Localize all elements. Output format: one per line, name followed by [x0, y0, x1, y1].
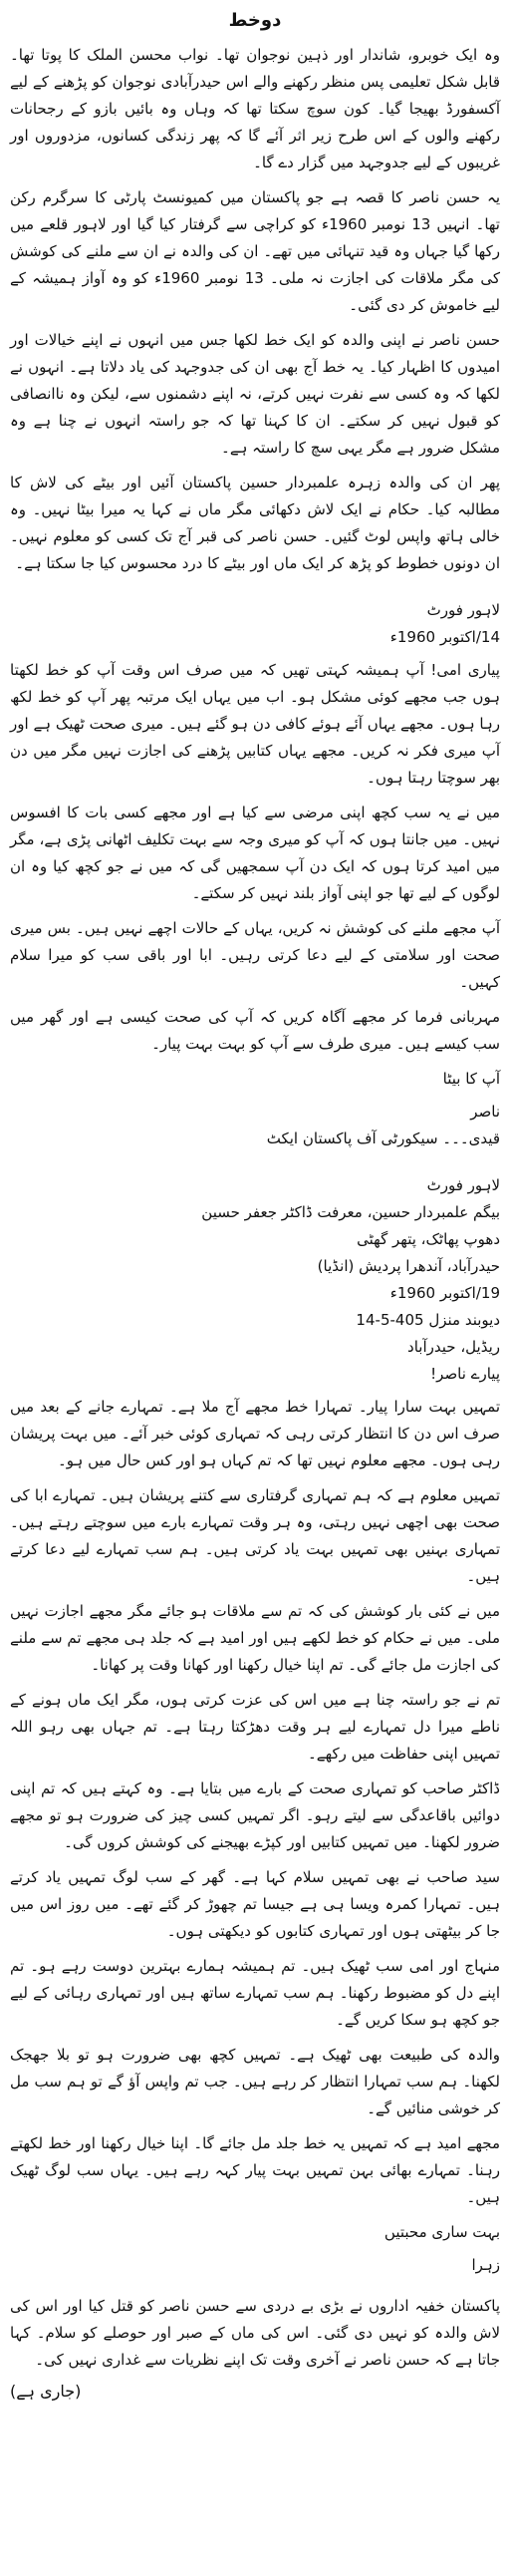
- letter-two-reference: دیوبند منزل 405-5-14: [356, 1311, 500, 1329]
- letter-two-salutation: پیارے ناصر!: [430, 1365, 500, 1383]
- letter-one-place: لاہور فورٹ: [426, 601, 500, 619]
- letter-two-paragraph: ڈاکٹر صاحب کو تمہاری صحت کے بارے میں بتایا ہے۔ وہ کہتے ہیں کہ تم اپنی دوائیں باقاعدگی سے لیتے رہو۔ اگر تمہیں کسی چیز کی ضرورت ہو تو مجھے ضرور لکھنا۔ میں تمہیں کتابیں اور کپڑے بھیجنے کی کوشش کروں گی۔: [10, 1779, 500, 1851]
- footer-paragraph: پاکستان خفیہ اداروں نے بڑی بے دردی سے حسن ناصر کو قتل کیا اور اس کی لاش والدہ کو نہیں دی گئی۔ اس کی ماں کے صبر اور حوصلے کو سلام۔ کہا جاتا ہے کہ حسن ناصر نے آخری وقت تک اپنے نظریات سے غداری نہیں کی۔: [10, 2297, 500, 2369]
- letter-two-reference: ریڈیل، حیدرآباد: [407, 1338, 500, 1356]
- letter-one: [10, 597, 500, 1152]
- letter-two-address-line: بیگم علمبردار حسین، معرفت ڈاکٹر جعفر حسین: [201, 1203, 500, 1221]
- intro-paragraph: وہ ایک خوبرو، شاندار اور ذہین نوجوان تھا۔ نواب محسن الملک کا پوتا تھا۔ قابل شکل تعلیمی پس منظر رکھنے والے اس حیدرآبادی نوجوان کو پڑھنے کے لیے آکسفورڈ بھیجا گیا۔ کون سوچ سکتا تھا کہ وہاں وہ بائیں بازو کے رجحانات رکھنے والوں کے اس طرح زیر اثر آئے گا کہ پھر زندگی کسانوں، مزدوروں اور غریبوں کے لیے جدوجہد میں گزار دے گا۔: [10, 46, 500, 171]
- letter-one-postscript: قیدی۔۔۔ سیکورٹی آف پاکستان ایکٹ: [266, 1129, 500, 1147]
- letter-two-paragraph: تم نے جو راستہ چنا ہے میں اس کی عزت کرتی ہوں، مگر ایک ماں ہونے کے ناطے میرا دل تمہارے لیے ہر وقت دھڑکتا رہتا ہے۔ تم جہاں بھی رہو اللہ تمہیں اپنی حفاظت میں رکھے۔: [10, 1691, 500, 1763]
- letter-one-signoff: آپ کا بیٹا: [442, 1070, 500, 1088]
- letter-two-paragraph: تمہیں معلوم ہے کہ ہم تمہاری گرفتاری سے کتنے پریشان ہیں۔ تمہارے ابا کی صحت بھی اچھی نہیں رہتی، وہ ہر وقت تمہارے بارے میں سوچتے رہتے ہیں۔ تمہاری بہنیں بھی تمہیں بہت یاد کرتی ہیں۔ ہم سب تمہارے لیے دعا کرتے ہیں۔: [10, 1486, 500, 1585]
- letter-two-paragraph: منہاج اور امی سب ٹھیک ہیں۔ تم ہمیشہ ہمارے بہترین دوست رہے ہو۔ تم اپنے دل کو مضبوط رکھنا۔ ہم سب تمہارے ساتھ ہیں اور تمہاری رہائی کے لیے جو کچھ ہو سکا کریں گے۔: [10, 1957, 500, 2029]
- letter-two-paragraph: والدہ کی طبیعت بھی ٹھیک ہے۔ تمہیں کچھ بھی ضرورت ہو تو بلا جھجک لکھنا۔ ہم سب تمہارا انتظار کر رہے ہیں۔ جب تم واپس آؤ گے تو ہم سب مل کر خوشی منائیں گے۔: [10, 2046, 500, 2117]
- letter-two-paragraph: تمہیں بہت سارا پیار۔ تمہارا خط مجھے آج ملا ہے۔ تمہارے جانے کے بعد میں صرف اس دن کا انتظار کرتی رہی کہ تمہاری کوئی خبر آئے۔ میں بہت پریشان رہی ہوں۔ مجھے معلوم نہیں تھا کہ تم کہاں ہو اور کس حال میں ہو۔: [10, 1398, 500, 1469]
- article-title: دوخط: [228, 10, 282, 31]
- letter-two-paragraph: میں نے کئی بار کوشش کی کہ تم سے ملاقات ہو جائے مگر مجھے اجازت نہیں ملی۔ میں نے حکام کو خط لکھے ہیں اور امید ہے کہ جلد ہی مجھے تم سے ملنے کی اجازت مل جائے گی۔ تم اپنا خیال رکھنا اور کھانا وقت پر کھانا۔: [10, 1602, 500, 1674]
- letter-two-address-line: دھوپ پھاٹک، پتھر گھٹی: [357, 1230, 500, 1248]
- letter-one-paragraph: میں نے یہ سب کچھ اپنی مرضی سے کیا ہے اور مجھے کسی بات کا افسوس نہیں۔ میں جانتا ہوں کہ آپ کو میری وجہ سے بہت تکلیف اٹھانی پڑی ہے، مگر میں امید کرتا ہوں کہ ایک دن آپ سمجھیں گی کہ میں نے جو کچھ کیا وہ ان لوگوں کے لیے تھا جو اپنی آواز بلند نہیں کر سکتے۔: [10, 804, 500, 902]
- letter-two-closing: بہت ساری محبتیں: [383, 2223, 500, 2241]
- letter-two-date: 19/اکتوبر 1960ء: [389, 1284, 500, 1302]
- letter-one-paragraph: مہربانی فرما کر مجھے آگاہ کریں کہ آپ کی صحت کیسی ہے اور گھر میں سب کیسے ہیں۔ میری طرف سے آپ کو بہت بہت پیار۔: [10, 1008, 500, 1053]
- letter-two: [10, 1172, 500, 2279]
- intro-paragraph: حسن ناصر نے اپنی والدہ کو ایک خط لکھا جس میں انہوں نے اپنے خیالات اور امیدوں کا اظہار کیا۔ یہ خط آج بھی ان کی جدوجہد کی یاد دلاتا ہے۔ انہوں نے لکھا کہ وہ کسی سے نفرت نہیں کرتے، نہ اپنے دشمنوں سے، لیکن وہ ناانصافی کو قبول نہیں کر سکتے۔ ان کا کہنا تھا کہ جو راستہ انہوں نے چنا ہے وہ مشکل ضرور ہے مگر یہی سچ کا راستہ ہے۔: [10, 331, 500, 457]
- letter-one-paragraph: آپ مجھے ملنے کی کوشش نہ کریں، یہاں کے حالات اچھے نہیں ہیں۔ بس میری صحت اور سلامتی کے لیے دعا کرتی رہیں۔ ابا اور باقی سب کو میرا سلام کہیں۔: [10, 919, 500, 991]
- letter-one-signature: ناصر: [470, 1103, 500, 1121]
- letter-two-address-line: حیدرآباد، آندھرا پردیش (انڈیا): [317, 1257, 500, 1275]
- intro-paragraph: یہ حسن ناصر کا قصہ ہے جو پاکستان میں کمیونسٹ پارٹی کا سرگرم رکن تھا۔ انہیں 13 نومبر 1960ء کو کراچی سے گرفتار کیا گیا اور لاہور قلعے میں رکھا گیا جہاں وہ قید تنہائی میں تھے۔ ان کی والدہ نے ان سے ملنے کی کوشش کی مگر ملاقات کی اجازت نہ ملی۔ 13 نومبر 1960ء کو وہ آواز ہمیشہ کے لیے خاموش کر دی گئی۔: [10, 188, 500, 314]
- letter-two-paragraph: سید صاحب نے بھی تمہیں سلام کہا ہے۔ گھر کے سب لوگ تمہیں یاد کرتے ہیں۔ تمہارا کمرہ ویسا ہی ہے جیسا تم چھوڑ کر گئے تھے۔ میں روز اس میں جا کر بیٹھتی ہوں اور تمہاری کتابوں کو دیکھتی ہوں۔: [10, 1868, 500, 1940]
- letter-two-place: لاہور فورٹ: [426, 1176, 500, 1194]
- letter-one-date: 14/اکتوبر 1960ء: [389, 628, 500, 646]
- continued-label: (جاری ہے): [10, 2382, 82, 2401]
- letter-two-paragraph: مجھے امید ہے کہ تمہیں یہ خط جلد مل جائے گا۔ اپنا خیال رکھنا اور خط لکھتے رہنا۔ تمہارے بھائی بہن تمہیں بہت پیار کہہ رہے ہیں۔ یہاں سب لوگ ٹھیک ہیں۔: [10, 2134, 500, 2206]
- intro-paragraph: پھر ان کی والدہ زہرہ علمبردار حسین پاکستان آئیں اور بیٹے کی لاش کا مطالبہ کیا۔ حکام نے ایک لاش دکھائی مگر ماں نے کہا یہ میرا بیٹا نہیں۔ وہ خالی ہاتھ واپس لوٹ گئیں۔ حسن ناصر کی قبر آج تک کسی کو معلوم نہیں۔ ان دونوں خطوط کو پڑھ کر ایک ماں اور بیٹے کا درد محسوس کیا جا سکتا ہے۔: [10, 474, 500, 572]
- letter-two-signature: زہرا: [471, 2256, 500, 2274]
- letter-one-paragraph: پیاری امی! آپ ہمیشہ کہتی تھیں کہ میں صرف اس وقت آپ کو خط لکھتا ہوں جب مجھے کوئی مشکل ہو۔ اب میں یہاں ایک مرتبہ پھر آپ کو خط لکھ رہا ہوں۔ مجھے یہاں آئے ہوئے کافی دن ہو گئے ہیں۔ میری صحت ٹھیک ہے اور آپ میری فکر نہ کریں۔ مجھے یہاں کتابیں پڑھنے کی اجازت نہیں مگر میں دن بھر سوچتا رہتا ہوں۔: [10, 661, 500, 787]
